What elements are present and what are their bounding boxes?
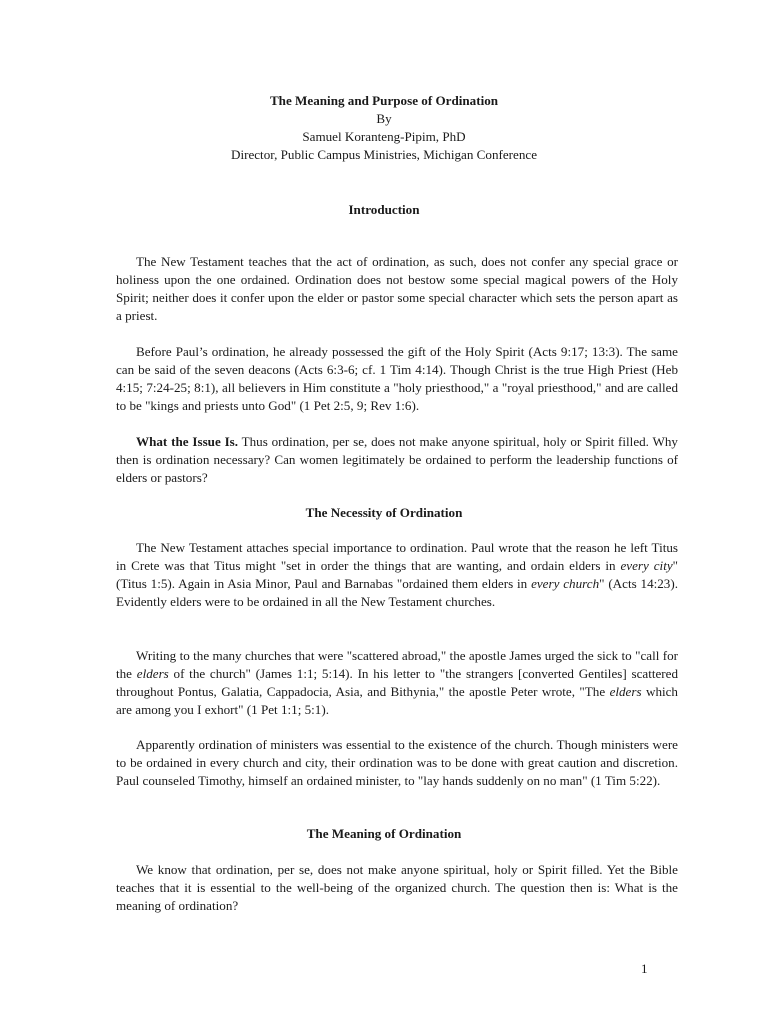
heading-introduction: Introduction [348,202,420,217]
paragraph-5 [116,647,678,719]
p5-text-c: which are among you I exhort" (1 Pet 1:1; 5:1). [116,684,678,717]
author-name: Samuel Koranteng-Pipim, PhD [302,129,466,144]
paragraph-7: We know that ordination, per se, does not make anyone spiritual, holy or Spirit filled. Yet the Bible teaches that it is essential to the well-being of the organized church. The question then is: What is the meaning of ordination? [116,862,678,913]
heading-meaning: The Meaning of Ordination [306,826,462,841]
p4-text-a: The New Testament attaches special importance to ordination. Paul wrote that the reason he left Titus in Crete was that Titus might "set in order the things that are wanting, and ordain elders in [116,540,678,573]
p5-text-b: of the church" (James 1:1; 5:14). In his letter to "the strangers [converted Gentiles] scattered throughout Pontus, Galatia, Cappadocia, Asia, and Bithynia," the apostle Peter wrote, "The [116,666,678,699]
p5-emphasis-1: elders [136,666,169,681]
document-header [0,92,768,164]
p4-emphasis-1: every city [620,558,673,573]
paragraph-1: The New Testament teaches that the act of ordination, as such, does not confer any special grace or holiness upon the one ordained. Ordination does not bestow some special magical powers of the Holy Spirit; neither does it confer upon the elder or pastor some special character which sets the person apart as a priest. [116,254,678,323]
p5-text-a: Writing to the many churches that were "scattered abroad," the apostle James urged the sick to "call for the [116,648,678,681]
paragraph-2: Before Paul’s ordination, he already possessed the gift of the Holy Spirit (Acts 9:17; 13:3). The same can be said of the seven deacons (Acts 6:3-6; cf. 1 Tim 4:14). Though Christ is the true High Priest (Heb 4:15; 7:24-25; 8:1), all believers in Him constitute a "holy priesthood," a "royal priesthood," and are called to be "kings and priests unto God" (1 Pet 2:5, 9; Rev 1:6). [116,344,678,413]
issue-text: Thus ordination, per se, does not make anyone spiritual, holy or Spirit filled. Why then is ordination necessary? Can women legitimately be ordained to perform the leadership functions of elders or pastors? [116,434,678,485]
document-title: The Meaning and Purpose of Ordination [269,93,499,108]
paragraph-6: Apparently ordination of ministers was essential to the existence of the church. Though ministers were to be ordained in every church and city, their ordination was to be done with great caution and discretion. Paul counseled Timothy, himself an ordained minister, to "lay hands suddenly on no man" (1 Tim 5:22). [116,737,678,788]
heading-necessity: The Necessity of Ordination [305,505,463,520]
p4-text-b: " (Titus 1:5). Again in Asia Minor, Paul and Barnabas "ordained them elders in [116,558,679,591]
issue-lead: What the Issue Is. [136,434,239,449]
byline: By [376,111,392,126]
p5-emphasis-2: elders [609,684,642,699]
p4-text-c: " (Acts 14:23). Evidently elders were to be ordained in all the New Testament churches. [116,576,678,609]
paragraph-3 [116,433,678,487]
p4-emphasis-2: every church [531,576,600,591]
page-number: 1 [641,961,648,976]
author-affiliation: Director, Public Campus Ministries, Michigan Conference [230,147,538,162]
paragraph-4 [116,539,678,611]
